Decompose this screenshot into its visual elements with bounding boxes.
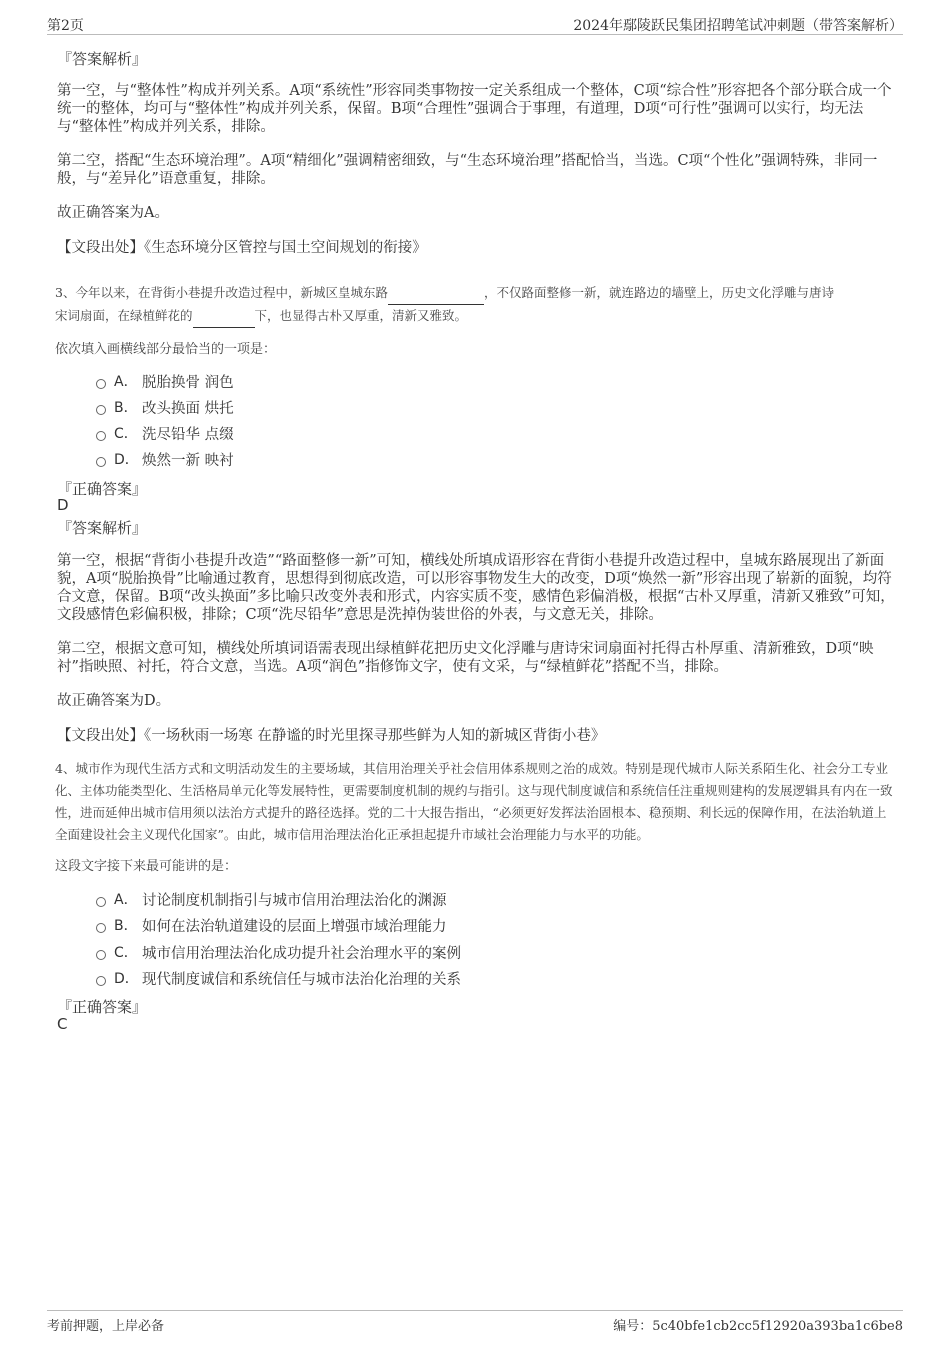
radio-button[interactable] [96,457,106,467]
q3-stem-part2: ，不仅路面整修一新，就连路边的墙壁上，历史文化浮雕与唐诗 [483,285,834,300]
q4-option-c[interactable]: C． 城市信用治理法治化成功提升社会治理水平的案例 [96,942,461,962]
q3-stem-part4: 下，也显得古朴又厚重，清新又雅致。 [254,308,468,323]
q3-prompt: 依次填入画横线部分最恰当的一项是： [55,342,277,357]
q3-analysis-p2: 第二空，根据文意可知，横线处所填词语需表现出绿植鲜花把历史文化浮雕与唐诗宋词扇面衬托得古朴厚重、清新雅致，D项“映衬”指映照、衬托，符合文意，当选。A项“润色”指修饰文字，使有文采，与“绿植鲜花”搭配不当，排除。 [57,641,874,675]
q4-option-a[interactable]: A． 讨论制度机制指引与城市信用治理法治化的渊源 [96,889,447,909]
q3-analysis-p1: 第一空，根据“背街小巷提升改造”“路面整修一新”可知，横线处所填成语形容在背街小巷提升改造过程中，皇城东路展现出了新面貌，A项“脱胎换骨”比喻通过教育，思想得到彻底改造，可以形容事物发生大的改变，D项“焕然一新”形容出现了崭新的面貌，均符合文意，保留。B项“改头换面”多比喻只改变外表和形式，内容实质不变，感情色彩偏消极，根据“古朴又厚重，清新又雅致”可知，文段感情色彩偏积极，排除；C项“洗尽铅华”意思是洗掉伪装世俗的外表，与文意无关，排除。 [57,553,895,623]
q3-option-c[interactable]: C． 洗尽铅华 点缀 [96,423,234,443]
q2-analysis-p1: 第一空，与“整体性”构成并列关系。A项“系统性”形容同类事物按一定关系组成一个整体，C项“综合性”形容把各个部分联合成一个统一的整体，均可与“整体性”构成并列关系，保留。B项“合理性”强调合于事理，有道理，D项“可行性”强调可以实行，均无法与“整体性”构成并列关系，排除。 [57,83,892,135]
q4-answer: C [57,1015,68,1033]
q4-answer-label: 『正确答案』 [57,998,148,1016]
document-title: 2024年鄢陵跃民集团招聘笔试冲刺题（带答案解析） [573,18,903,34]
q3-stem [55,282,895,328]
radio-button[interactable] [96,897,106,907]
q2-analysis-label: 『答案解析』 [57,50,148,68]
page-footer [47,1310,903,1333]
q3-analysis-label: 『答案解析』 [57,519,148,537]
radio-button[interactable] [96,379,106,389]
radio-button[interactable] [96,976,106,986]
document-code: 编号：5c40bfe1cb2cc5f12920a393ba1c6be8 [613,1319,903,1334]
q3-answer-label: 『正确答案』 [57,480,148,498]
q3-option-a[interactable]: A． 脱胎换骨 润色 [96,371,234,391]
q2-conclusion: 故正确答案为A。 [57,205,169,221]
q2-source: 【文段出处】《生态环境分区管控与国土空间规划的衔接》 [57,240,427,256]
q3-answer: D [57,496,69,514]
q3-blank-1 [388,282,484,305]
page-number: 第2页 [47,18,84,34]
q3-option-d[interactable]: D． 焕然一新 映衬 [96,449,234,469]
radio-button[interactable] [96,950,106,960]
radio-button[interactable] [96,923,106,933]
q3-stem-part3: 宋词扇面，在绿植鲜花的 [55,308,193,323]
radio-button[interactable] [96,431,106,441]
footer-slogan: 考前押题，上岸必备 [47,1319,165,1334]
q3-blank-2 [193,305,255,328]
radio-button[interactable] [96,405,106,415]
page-header [47,12,903,35]
q3-stem-part1: 3、今年以来，在背街小巷提升改造过程中，新城区皇城东路 [55,285,388,300]
q4-option-b[interactable]: B． 如何在法治轨道建设的层面上增强市域治理能力 [96,915,447,935]
q4-option-d[interactable]: D． 现代制度诚信和系统信任与城市法治化治理的关系 [96,968,461,988]
q4-stem: 4、城市作为现代生活方式和文明活动发生的主要场域，其信用治理关乎社会信用体系规则之治的成效。特别是现代城市人际关系陌生化、社会分工专业化、主体功能类型化、生活格局单元化等发展特性，更需要制度机制的规约与指引。这与现代制度诚信和系统信任注重规则建构的发展逻辑具有内在一致性，进而延伸出城市信用须以法治方式提升的路径选择。党的二十大报告指出，“必须更好发挥法治固根本、稳预期、利长远的保障作用，在法治轨道上全面建设社会主义现代化国家”。由此，城市信用治理法治化正承担起提升市域社会治理能力与水平的功能。 [55,761,893,842]
q4-prompt: 这段文字接下来最可能讲的是： [55,859,238,874]
q3-conclusion: 故正确答案为D。 [57,693,171,709]
q2-analysis-p2: 第二空，搭配“生态环境治理”。A项“精细化”强调精密细致，与“生态环境治理”搭配恰当，当选。C项“个性化”强调特殊，非同一般，与“差异化”语意重复，排除。 [57,153,878,187]
q3-option-b[interactable]: B． 改头换面 烘托 [96,397,234,417]
q3-source: 【文段出处】《一场秋雨一场寒 在静谧的时光里探寻那些鲜为人知的新城区背街小巷》 [57,728,606,744]
